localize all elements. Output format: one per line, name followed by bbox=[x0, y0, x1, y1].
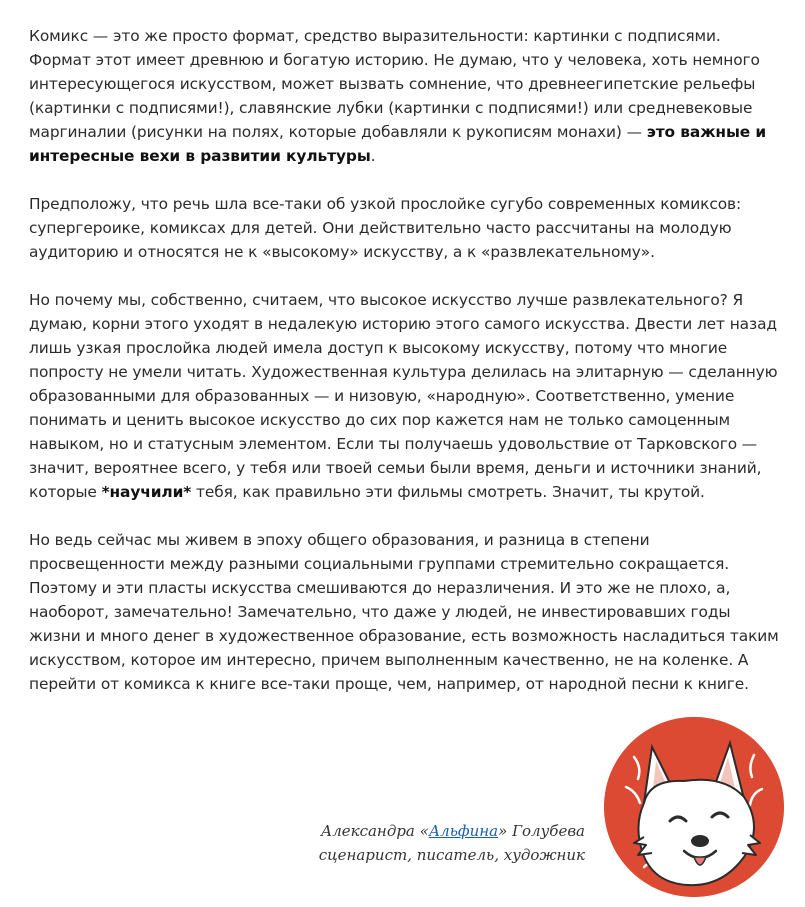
author-avatar bbox=[604, 717, 784, 897]
paragraph-1-end: . bbox=[370, 147, 376, 165]
paragraph-3-end: тебя, как правильно эти фильмы смотреть. Значит, ты крутой. bbox=[191, 483, 705, 501]
paragraph-2: Предположу, что речь шла все-таки об узкой прослойке сугубо современных комиксов: супергероике, комиксах для детей. Они действительно часто рассчитаны на молодую аудиторию и относятся не к «высокому» искусству, а к «развлекательному». bbox=[29, 195, 742, 261]
author-role: сценарист, писатель, художник bbox=[318, 846, 585, 864]
paragraph-1-bold: это важные и интересные вехи в развитии культуры bbox=[29, 123, 767, 165]
paragraph-1-text: Комикс — это же просто формат, средство выразительности: картинки с подписями. Формат этот имеет древнюю и богатую историю. Не думаю, что у человека, хоть немного интересующегося искусством, может вызвать сомнение, что древнеегипетские рельефы (картинки с подписями!), славянские лубки (картинки с подписями!) или средневековые маргиналии (рисунки на полях, которые добавляли к рукописям монахи) — bbox=[29, 27, 760, 141]
author-signature bbox=[319, 819, 585, 867]
author-name-line bbox=[319, 819, 585, 843]
article-body bbox=[29, 24, 779, 696]
paragraph-3 bbox=[29, 288, 779, 504]
paragraph-3-bold: *научили* bbox=[101, 483, 192, 501]
paragraph-4: Но ведь сейчас мы живем в эпоху общего образования, и разница в степени просвещенности между разными социальными группами стремительно сокращается. Поэтому и эти пласты искусства смешиваются до неразличения. И это же не плохо, а, наоборот, замечательно! Замечательно, что даже у людей, не инвестировавших годы жизни и много денег в художественное образование, есть возможность насладиться таким искусством, которое им интересно, причем выполненным качественно, не на коленке. А перейти от комикса к книге все-таки проще, чем, например, от народной песни к книге. bbox=[29, 531, 779, 693]
white-dog-icon bbox=[604, 717, 784, 897]
paragraph-3-text: Но почему мы, собственно, считаем, что высокое искусство лучше развлекательного? Я думаю, корни этого уходят в недалекую историю этого самого искусства. Двести лет назад лишь узкая прослойка людей имела доступ к высокому искусству, потому что многие попросту не умели читать. Художественная культура делилась на элитарную — сделанную образованными для образованных — и низовую, «народную». Соответственно, умение понимать и ценить высокое искусство до сих пор кажется нам не только самоценным навыком, но и статусным элементом. Если ты получаешь удовольствие от Тарковского — значит, вероятнее всего, у тебя или твоей семьи были время, деньги и источники знаний, которые bbox=[29, 291, 778, 501]
author-name-before: Александра « bbox=[320, 822, 429, 840]
author-nickname-link[interactable]: Альфина bbox=[428, 822, 499, 840]
author-name-after: » Голубева bbox=[498, 822, 585, 840]
paragraph-1 bbox=[29, 24, 779, 168]
